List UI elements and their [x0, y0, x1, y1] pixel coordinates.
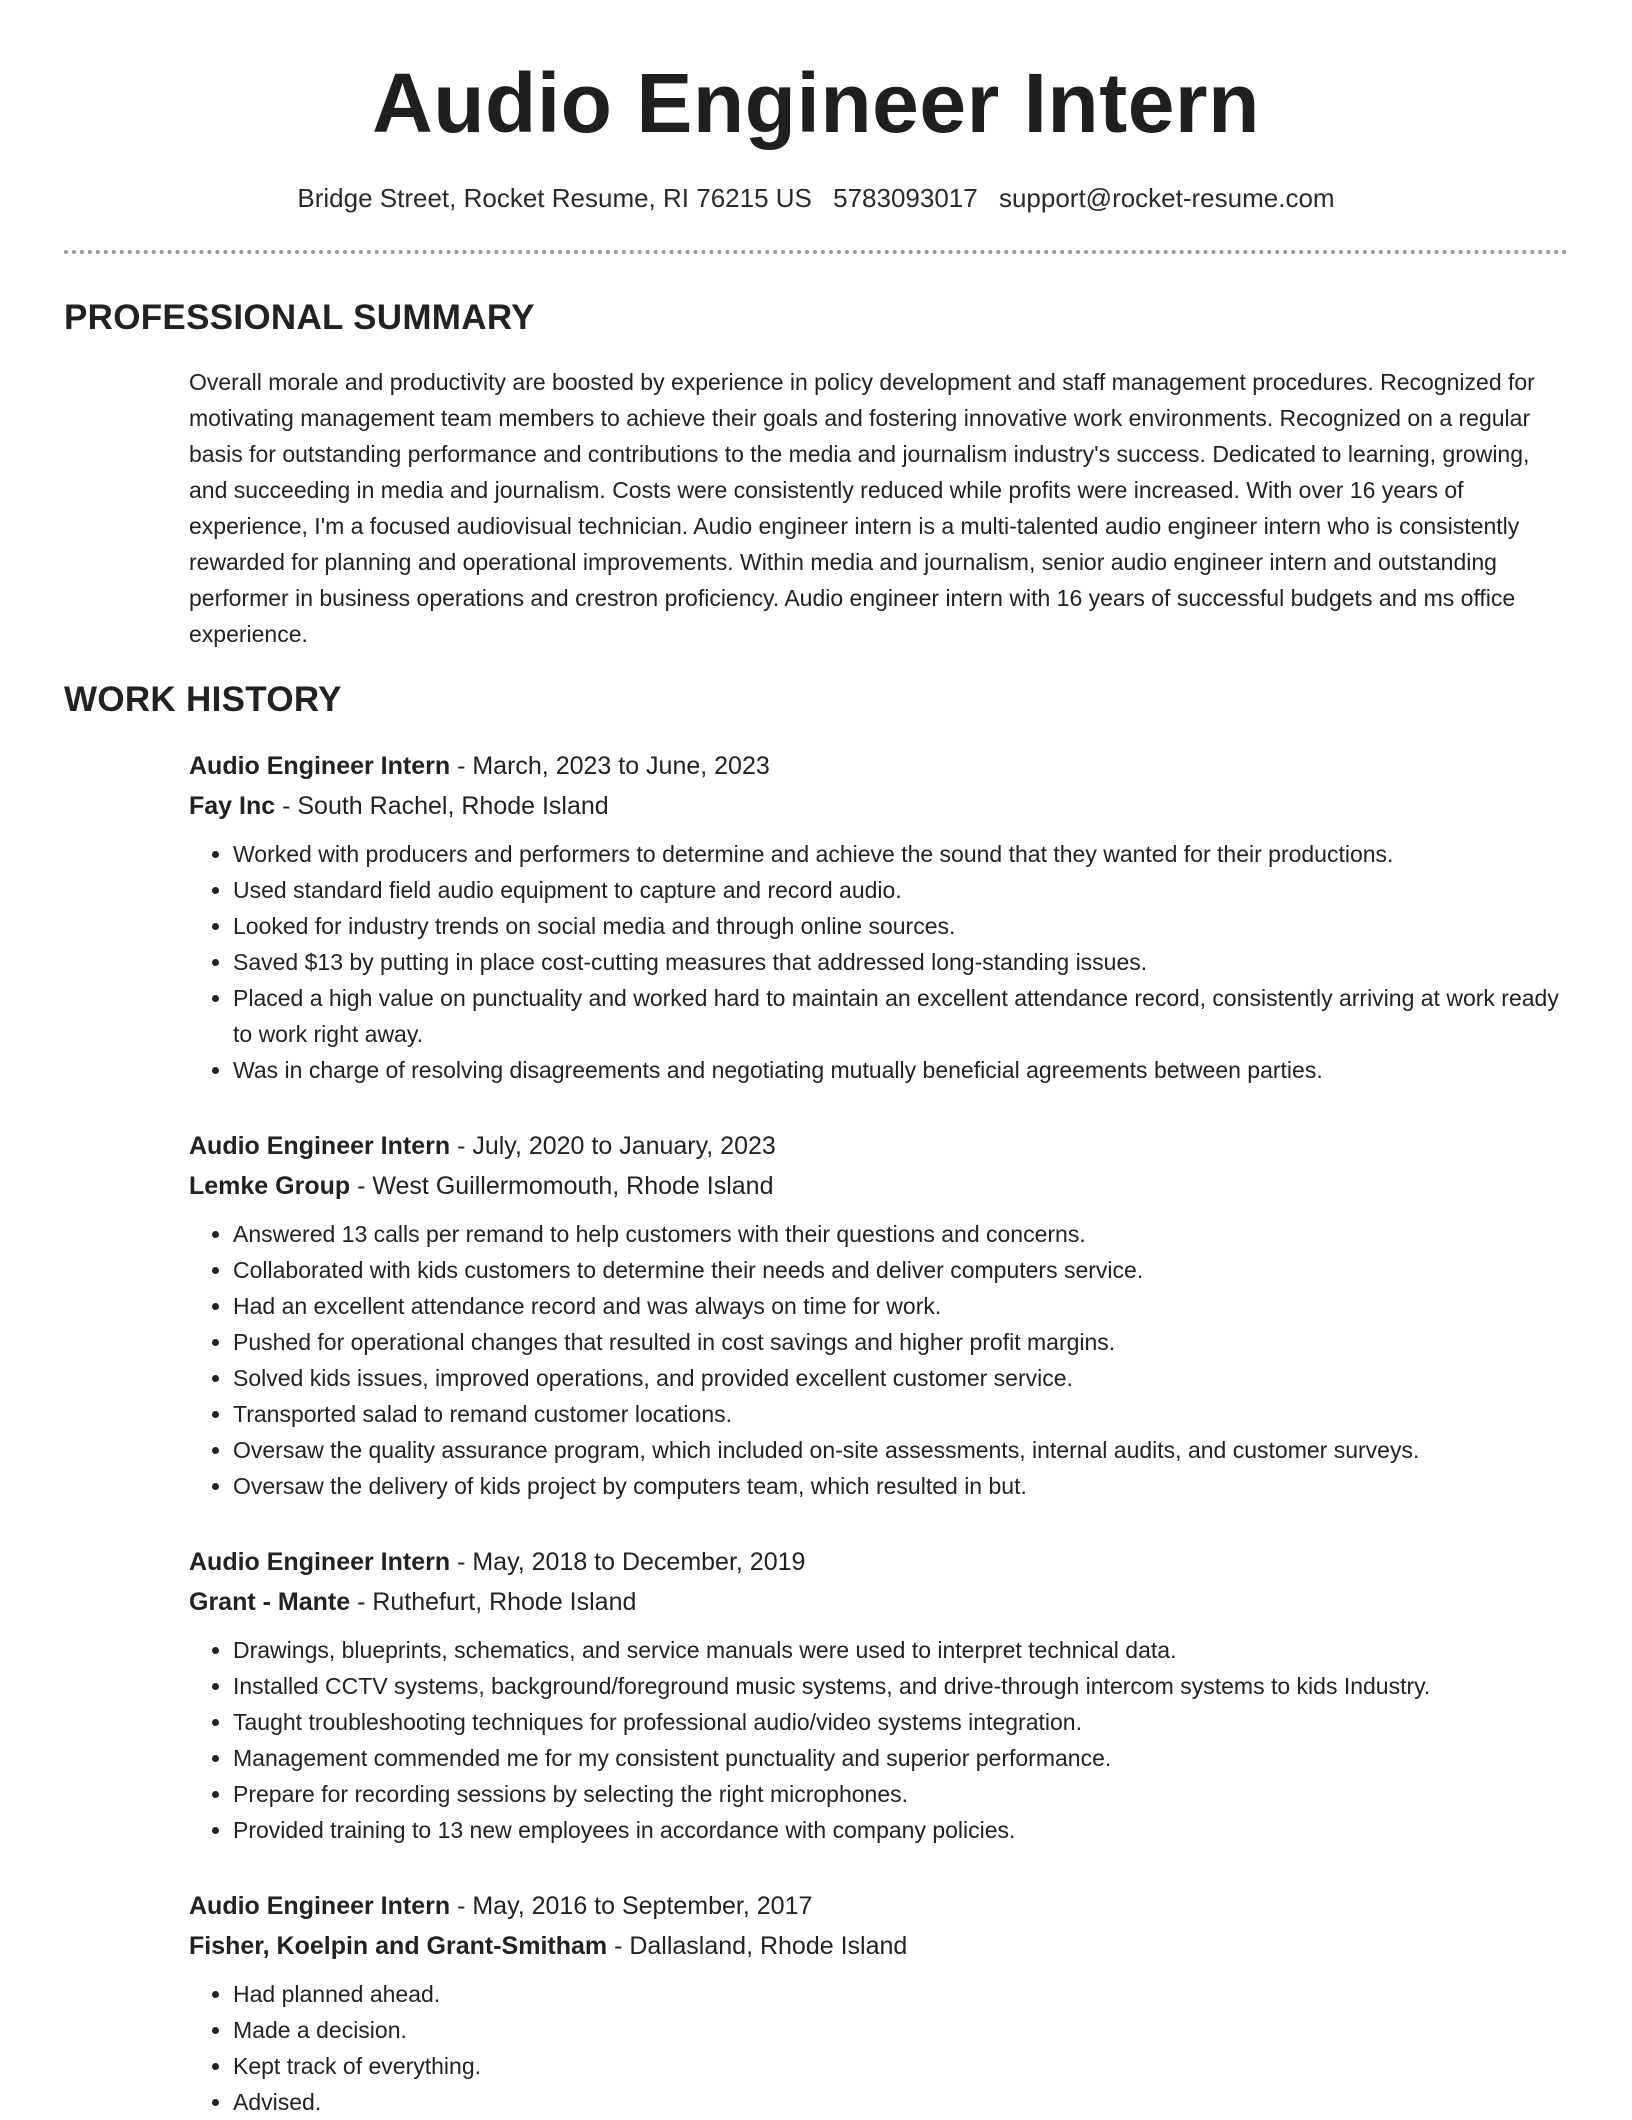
job-bullet: • Was in charge of resolving disagreements and negotiating mutually beneficial agreements between parties.: [233, 1052, 1569, 1088]
job-company: Lemke Group: [189, 1172, 351, 1200]
job-company: Grant - Mante: [189, 1588, 351, 1616]
job-title: Audio Engineer Intern: [189, 752, 451, 780]
job-bullet: • Pushed for operational changes that resulted in cost savings and higher profit margins.: [233, 1324, 1569, 1360]
job-company: Fay Inc: [189, 792, 276, 820]
job-dates: - March, 2023 to June, 2023: [450, 752, 770, 780]
header-divider: [64, 250, 1568, 254]
job-bullet: • Used standard field audio equipment to capture and record audio.: [233, 872, 1569, 908]
job-bullet: • Worked with producers and performers to determine and achieve the sound that they wanted for their productions.: [233, 836, 1569, 872]
job-title-line: [189, 1542, 1569, 1582]
job-bullets: [189, 1216, 1569, 1504]
job-title: Audio Engineer Intern: [189, 1132, 451, 1160]
job-bullet: • Taught troubleshooting techniques for professional audio/video systems integration.: [233, 1704, 1569, 1740]
job-company-line: [189, 1166, 1569, 1206]
job-entry: [189, 1542, 1569, 1848]
job-bullet: • Had an excellent attendance record and was always on time for work.: [233, 1288, 1569, 1324]
job-bullet: • Collaborated with kids customers to determine their needs and deliver computers service.: [233, 1252, 1569, 1288]
summary-text: Overall morale and productivity are boosted by experience in policy development and staff management procedures. Recognized for motivating management team members to achieve their goals and fostering innovative work environments. Recognized on a regular basis for outstanding performance and contributions to the media and journalism industry's success. Dedicated to learning, growing, and succeeding in media and journalism. Costs were consistently reduced while profits were increased. With over 16 years of experience, I'm a focused audiovisual technician. Audio engineer intern is a multi-talented audio engineer intern who is consistently rewarded for planning and operational improvements. Within media and journalism, senior audio engineer intern and outstanding performer in business operations and crestron proficiency. Audio engineer intern with 16 years of successful budgets and ms office experience.: [189, 369, 1535, 647]
job-bullet: • Installed CCTV systems, background/foreground music systems, and drive-through intercom systems to kids Industry.: [233, 1668, 1569, 1704]
job-entry: [189, 1886, 1569, 2120]
job-location: - South Rachel, Rhode Island: [275, 792, 609, 820]
contact-phone: 5783093017: [833, 183, 978, 213]
job-bullet: • Oversaw the quality assurance program, which included on-site assessments, internal audits, and customer surveys.: [233, 1432, 1569, 1468]
resume-title: Audio Engineer Intern: [372, 56, 1260, 150]
job-location: - West Guillermomouth, Rhode Island: [350, 1172, 774, 1200]
job-entry: [189, 746, 1569, 1088]
job-location: - Dallasland, Rhode Island: [607, 1932, 908, 1960]
job-bullet: • Management commended me for my consistent punctuality and superior performance.: [233, 1740, 1569, 1776]
job-bullet: • Placed a high value on punctuality and worked hard to maintain an excellent attendance record, consistently arriving at work ready to work right away.: [233, 980, 1569, 1052]
summary-heading: PROFESSIONAL SUMMARY: [64, 298, 535, 337]
work-history-heading: WORK HISTORY: [64, 680, 342, 719]
job-bullet: • Answered 13 calls per remand to help customers with their questions and concerns.: [233, 1216, 1569, 1252]
job-dates: - July, 2020 to January, 2023: [450, 1132, 776, 1160]
job-dates: - May, 2016 to September, 2017: [450, 1892, 813, 1920]
job-bullets: [189, 836, 1569, 1088]
job-bullet: • Solved kids issues, improved operations, and provided excellent customer service.: [233, 1360, 1569, 1396]
job-title: Audio Engineer Intern: [189, 1548, 451, 1576]
job-title: Audio Engineer Intern: [189, 1892, 451, 1920]
job-location: - Ruthefurt, Rhode Island: [350, 1588, 637, 1616]
job-company-line: [189, 1582, 1569, 1622]
job-bullet: • Advised.: [233, 2084, 1569, 2120]
job-bullets: [189, 1632, 1569, 1848]
job-company-line: [189, 1926, 1569, 1966]
job-bullet: • Kept track of everything.: [233, 2048, 1569, 2084]
job-entry: [189, 1126, 1569, 1504]
job-title-line: [189, 1886, 1569, 1926]
job-bullets: [189, 1976, 1569, 2120]
job-bullet: • Prepare for recording sessions by selecting the right microphones.: [233, 1776, 1569, 1812]
contact-email: support@rocket-resume.com: [998, 183, 1335, 213]
job-company-line: [189, 786, 1569, 826]
job-bullet: • Transported salad to remand customer locations.: [233, 1396, 1569, 1432]
job-bullet: • Looked for industry trends on social media and through online sources.: [233, 908, 1569, 944]
job-bullet: • Had planned ahead.: [233, 1976, 1569, 2012]
job-dates: - May, 2018 to December, 2019: [450, 1548, 806, 1576]
job-bullet: • Oversaw the delivery of kids project by computers team, which resulted in but.: [233, 1468, 1569, 1504]
job-bullet: • Drawings, blueprints, schematics, and service manuals were used to interpret technical data.: [233, 1632, 1569, 1668]
contact-address: Bridge Street, Rocket Resume, RI 76215 US: [297, 183, 812, 213]
contact-line: [0, 180, 1632, 216]
job-bullet: • Provided training to 13 new employees in accordance with company policies.: [233, 1812, 1569, 1848]
job-bullet: • Saved $13 by putting in place cost-cutting measures that addressed long-standing issues.: [233, 944, 1569, 980]
job-company: Fisher, Koelpin and Grant-Smitham: [189, 1932, 608, 1960]
job-title-line: [189, 746, 1569, 786]
job-title-line: [189, 1126, 1569, 1166]
job-bullet: • Made a decision.: [233, 2012, 1569, 2048]
